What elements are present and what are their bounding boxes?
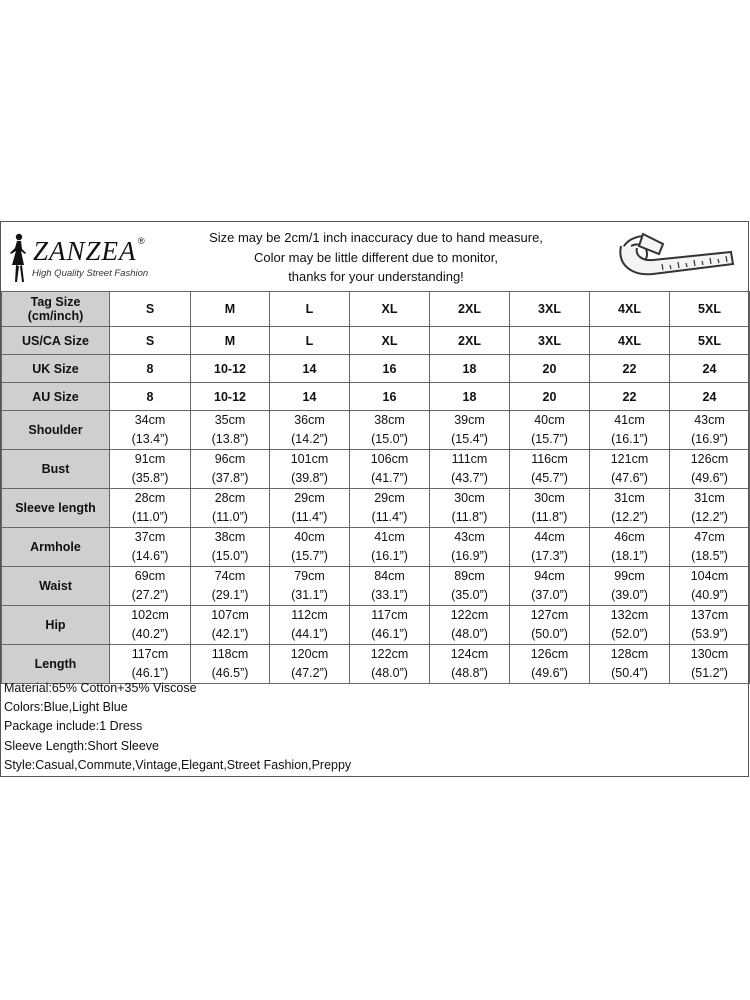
measurement-cell	[510, 606, 590, 645]
size-cell: 2XL	[430, 292, 510, 327]
cm-value: 127cm	[530, 608, 569, 622]
measurement-cell	[191, 645, 270, 684]
size-cell: 4XL	[590, 327, 670, 355]
size-cell: 18	[430, 355, 510, 383]
measurement-label: Length	[2, 645, 110, 684]
row-label-text: US/CA Size	[22, 333, 89, 348]
size-row	[2, 383, 750, 411]
measurement-cell	[670, 411, 750, 450]
measurement-cell	[110, 450, 191, 489]
cm-value: 104cm	[690, 569, 729, 583]
cm-value: 117cm	[371, 608, 408, 622]
measurement-label: Armhole	[2, 528, 110, 567]
inch-value: (46.1”)	[371, 627, 408, 641]
measurement-label: Shoulder	[2, 411, 110, 450]
inch-value: (40.9”)	[691, 588, 728, 602]
measurement-cell	[670, 567, 750, 606]
size-notice	[181, 228, 571, 287]
measurement-cell	[191, 411, 270, 450]
inch-value: (15.0”)	[211, 549, 249, 563]
inch-value: (47.6”)	[611, 471, 648, 485]
cm-value: 28cm	[134, 491, 166, 505]
cm-value: 124cm	[450, 647, 489, 661]
measurement-cell	[270, 606, 350, 645]
measurement-cell	[670, 606, 750, 645]
info-material: Material:65% Cotton+35% Viscose	[4, 681, 197, 695]
size-cell: 14	[270, 383, 350, 411]
inch-value: (47.2”)	[291, 666, 328, 680]
inch-value: (51.2”)	[691, 666, 728, 680]
row-label-text: UK Size	[32, 361, 79, 376]
size-cell: 16	[350, 355, 430, 383]
cm-value: 101cm	[290, 452, 329, 466]
cm-value: 36cm	[294, 413, 325, 427]
inch-value: (39.0”)	[611, 588, 648, 602]
size-cell: 24	[670, 383, 750, 411]
inch-value: (48.8”)	[451, 666, 488, 680]
measurement-row	[2, 489, 750, 528]
inch-value: (42.1”)	[211, 627, 249, 641]
measurement-cell	[110, 411, 191, 450]
measurement-label: Bust	[2, 450, 110, 489]
cm-value: 122cm	[450, 608, 489, 622]
inch-value: (35.0”)	[451, 588, 488, 602]
info-colors: Colors:Blue,Light Blue	[4, 700, 128, 715]
measurement-cell	[350, 411, 430, 450]
inch-value: (33.1”)	[371, 588, 408, 602]
measurement-cell	[590, 450, 670, 489]
info-package: Package include:1 Dress	[4, 719, 143, 734]
measurement-cell	[670, 645, 750, 684]
cm-value: 102cm	[131, 608, 169, 622]
measurement-cell	[670, 489, 750, 528]
cm-value: 29cm	[294, 491, 325, 505]
inch-value: (53.9”)	[691, 627, 728, 641]
cm-value: 31cm	[614, 491, 645, 505]
cm-value: 40cm	[294, 530, 325, 544]
inch-value: (48.0”)	[371, 666, 408, 680]
size-chart	[0, 221, 749, 777]
inch-value: (50.4”)	[611, 666, 648, 680]
cm-value: 122cm	[370, 647, 409, 661]
cm-value: 112cm	[291, 608, 328, 622]
cm-value: 126cm	[530, 647, 569, 661]
inch-value: (40.2”)	[131, 627, 169, 641]
inch-value: (46.5”)	[211, 666, 249, 680]
measurement-cell	[110, 645, 191, 684]
cm-value: 40cm	[534, 413, 565, 427]
measurement-cell	[350, 450, 430, 489]
inch-value: (43.7”)	[451, 471, 488, 485]
cm-value: 74cm	[214, 569, 246, 583]
cm-value: 30cm	[454, 491, 485, 505]
measurement-cell	[510, 411, 590, 450]
brand-name: ZANZEA	[33, 236, 137, 266]
notice-line: Size may be 2cm/1 inch inaccuracy due to hand measure,	[209, 230, 543, 245]
cm-value: 116cm	[531, 452, 568, 466]
cm-value: 107cm	[211, 608, 249, 622]
measurement-cell	[110, 567, 191, 606]
product-info	[4, 679, 351, 775]
notice-line: thanks for your understanding!	[288, 269, 464, 284]
measurement-cell	[510, 450, 590, 489]
size-cell: 3XL	[510, 327, 590, 355]
size-cell: XL	[350, 292, 430, 327]
size-cell: M	[191, 327, 270, 355]
inch-value: (52.0”)	[611, 627, 648, 641]
size-cell: 20	[510, 383, 590, 411]
inch-value: (27.2”)	[131, 588, 169, 602]
size-row	[2, 292, 750, 327]
notice-line: Color may be little different due to monitor,	[254, 249, 498, 265]
size-cell: 22	[590, 383, 670, 411]
measurement-cell	[510, 567, 590, 606]
inch-value: (18.1”)	[611, 549, 648, 563]
measurement-cell	[270, 489, 350, 528]
measurement-row	[2, 411, 750, 450]
measurement-cell	[110, 606, 191, 645]
info-style: Style:Casual,Commute,Vintage,Elegant,Street Fashion,Preppy	[4, 757, 352, 772]
inch-value: (14.6”)	[131, 549, 169, 563]
size-cell: 5XL	[670, 292, 750, 327]
cm-value: 121cm	[610, 452, 649, 466]
inch-value: (16.1”)	[611, 432, 648, 446]
cm-value: 44cm	[534, 530, 565, 544]
brand-tagline: High Quality Street Fashion	[32, 268, 149, 279]
measurement-cell	[510, 528, 590, 567]
cm-value: 37cm	[134, 530, 166, 544]
size-cell: 18	[430, 383, 510, 411]
size-cell: 5XL	[670, 327, 750, 355]
measurement-row	[2, 528, 750, 567]
measurement-cell	[590, 528, 670, 567]
inch-value: (15.7”)	[291, 549, 328, 563]
size-cell: 3XL	[510, 292, 590, 327]
cm-value: 47cm	[694, 530, 725, 544]
size-cell: 4XL	[590, 292, 670, 327]
measurement-cell	[270, 411, 350, 450]
inch-value: (15.0”)	[371, 432, 408, 446]
size-cell: M	[191, 292, 270, 327]
size-cell: 16	[350, 383, 430, 411]
cm-value: 38cm	[214, 530, 246, 544]
measurement-cell	[430, 411, 510, 450]
measurement-row	[2, 606, 750, 645]
size-cell: S	[110, 327, 191, 355]
cm-value: 117cm	[131, 647, 169, 661]
size-cell: 20	[510, 355, 590, 383]
measurement-cell	[191, 606, 270, 645]
measurement-label: Hip	[2, 606, 110, 645]
measurement-cell	[350, 645, 430, 684]
inch-value: (16.9”)	[451, 549, 488, 563]
measurement-cell	[590, 489, 670, 528]
measurement-row	[2, 450, 750, 489]
inch-value: (11.4”)	[371, 510, 408, 524]
cm-value: 79cm	[294, 569, 325, 583]
inch-value: (17.3”)	[531, 549, 568, 563]
inch-value: (12.2”)	[611, 510, 648, 524]
inch-value: (15.4”)	[451, 432, 488, 446]
cm-value: 29cm	[374, 491, 405, 505]
cm-value: 43cm	[454, 530, 485, 544]
measurement-cell	[670, 450, 750, 489]
measurement-cell	[350, 528, 430, 567]
measurement-cell	[350, 606, 430, 645]
measurement-cell	[430, 645, 510, 684]
inch-value: (37.0”)	[531, 588, 568, 602]
cm-value: 43cm	[694, 413, 725, 427]
inch-value: (11.0”)	[212, 510, 248, 524]
inch-value: (50.0”)	[531, 627, 568, 641]
inch-value: (49.6”)	[531, 666, 568, 680]
inch-value: (44.1”)	[291, 627, 328, 641]
inch-value: (13.8”)	[211, 432, 249, 446]
row-label	[2, 327, 110, 355]
inch-value: (46.1”)	[131, 666, 169, 680]
measurement-label: Waist	[2, 567, 110, 606]
measurement-cell	[191, 489, 270, 528]
cm-value: 94cm	[534, 569, 565, 583]
inch-value: (39.8”)	[291, 471, 328, 485]
size-cell: 8	[110, 355, 191, 383]
inch-value: (41.7”)	[371, 471, 408, 485]
size-table	[1, 291, 750, 684]
size-row	[2, 355, 750, 383]
measurement-cell	[430, 450, 510, 489]
cm-value: 120cm	[290, 647, 329, 661]
cm-value: 31cm	[694, 491, 725, 505]
measurement-cell	[430, 567, 510, 606]
row-label-text: AU Size	[32, 389, 79, 404]
measurement-cell	[590, 411, 670, 450]
inch-value: (11.8”)	[451, 510, 488, 524]
cm-value: 38cm	[374, 413, 405, 427]
cm-value: 35cm	[214, 413, 246, 427]
measurement-cell	[590, 606, 670, 645]
measurement-cell	[430, 528, 510, 567]
measurement-cell	[270, 528, 350, 567]
size-cell: L	[270, 292, 350, 327]
size-cell: L	[270, 327, 350, 355]
size-cell: 8	[110, 383, 191, 411]
inch-value: (11.8”)	[531, 510, 568, 524]
size-cell: 14	[270, 355, 350, 383]
cm-value: 34cm	[134, 413, 166, 427]
cm-value: 84cm	[374, 569, 405, 583]
measurement-cell	[350, 567, 430, 606]
inch-value: (49.6”)	[691, 471, 728, 485]
inch-value: (12.2”)	[691, 510, 728, 524]
inch-value: (18.5”)	[691, 549, 728, 563]
measurement-cell	[510, 489, 590, 528]
inch-value: (14.2”)	[291, 432, 328, 446]
chart-header	[1, 222, 748, 291]
cm-value: 126cm	[690, 452, 729, 466]
cm-value: 118cm	[211, 647, 249, 661]
cm-value: 39cm	[454, 413, 485, 427]
measurement-cell	[590, 645, 670, 684]
measurement-cell	[191, 567, 270, 606]
cm-value: 46cm	[614, 530, 645, 544]
cm-value: 91cm	[134, 452, 166, 466]
measurement-cell	[110, 489, 191, 528]
inch-value: (45.7”)	[531, 471, 568, 485]
measurement-cell	[191, 528, 270, 567]
size-row	[2, 327, 750, 355]
cm-value: 137cm	[690, 608, 729, 622]
inch-value: (13.4”)	[131, 432, 169, 446]
size-cell: 10-12	[191, 383, 270, 411]
cm-value: 96cm	[214, 452, 246, 466]
size-cell: 24	[670, 355, 750, 383]
row-label-text: Tag Size	[30, 295, 81, 309]
measurement-cell	[270, 645, 350, 684]
inch-value: (31.1”)	[291, 588, 328, 602]
cm-value: 28cm	[214, 491, 246, 505]
size-cell: 10-12	[191, 355, 270, 383]
registered-mark: ®	[138, 236, 145, 246]
measurement-cell	[670, 528, 750, 567]
measurement-cell	[350, 489, 430, 528]
measurement-cell	[510, 645, 590, 684]
cm-value: 132cm	[610, 608, 649, 622]
cm-value: 128cm	[610, 647, 649, 661]
brand-logo	[5, 230, 165, 286]
size-cell: 2XL	[430, 327, 510, 355]
row-label	[2, 292, 110, 327]
row-label	[2, 355, 110, 383]
inch-value: (16.9”)	[691, 432, 728, 446]
row-label-subtext: (cm/inch)	[27, 309, 84, 323]
inch-value: (11.4”)	[291, 510, 328, 524]
inch-value: (35.8”)	[131, 471, 169, 485]
cm-value: 30cm	[534, 491, 565, 505]
cm-value: 99cm	[614, 569, 645, 583]
inch-value: (15.7”)	[531, 432, 568, 446]
cm-value: 41cm	[374, 530, 405, 544]
measurement-cell	[430, 489, 510, 528]
cm-value: 41cm	[614, 413, 645, 427]
inch-value: (48.0”)	[451, 627, 488, 641]
cm-value: 130cm	[690, 647, 729, 661]
measurement-row	[2, 567, 750, 606]
inch-value: (11.0”)	[132, 510, 168, 524]
row-label	[2, 383, 110, 411]
measurement-cell	[590, 567, 670, 606]
cm-value: 89cm	[454, 569, 485, 583]
inch-value: (37.8”)	[211, 471, 249, 485]
measurement-cell	[270, 567, 350, 606]
measurement-cell	[191, 450, 270, 489]
info-sleeve-length: Sleeve Length:Short Sleeve	[4, 738, 159, 753]
measurement-cell	[430, 606, 510, 645]
measurement-cell	[270, 450, 350, 489]
fashion-model-icon	[5, 232, 31, 284]
measurement-cell	[110, 528, 191, 567]
inch-value: (29.1”)	[211, 588, 249, 602]
size-cell: S	[110, 292, 191, 327]
cm-value: 69cm	[134, 569, 166, 583]
cm-value: 111cm	[451, 452, 488, 466]
inch-value: (16.1”)	[371, 549, 408, 563]
measurement-label: Sleeve length	[2, 489, 110, 528]
measurement-row	[2, 645, 750, 684]
size-cell: XL	[350, 327, 430, 355]
cm-value: 106cm	[370, 452, 409, 466]
size-cell: 22	[590, 355, 670, 383]
measuring-tape-icon	[613, 226, 741, 286]
